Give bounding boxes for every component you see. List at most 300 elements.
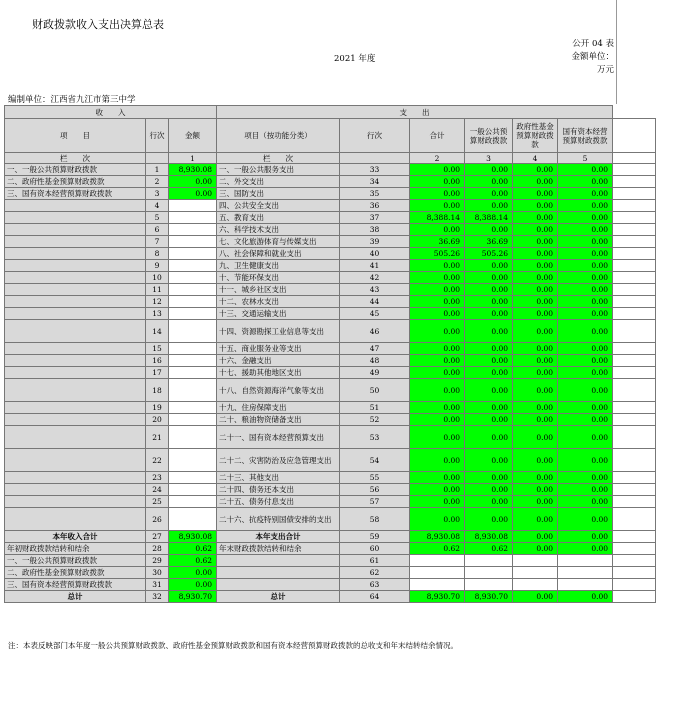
carry-ex-lineno: 61 xyxy=(340,555,410,567)
carry-amount: 0.00 xyxy=(169,579,217,591)
expense-soe: 0.00 xyxy=(558,260,613,272)
income-lineno: 15 xyxy=(146,343,169,355)
expense-lineno: 53 xyxy=(340,426,410,449)
expense-general: 0.00 xyxy=(465,272,513,284)
expense-total: 0.00 xyxy=(410,272,465,284)
expense-lineno: 42 xyxy=(340,272,410,284)
income-lineno: 19 xyxy=(146,402,169,414)
expense-item: 十八、自然资源海洋气象等支出 xyxy=(217,379,340,402)
income-item xyxy=(5,284,146,296)
expense-general: 0.00 xyxy=(465,367,513,379)
income-amount: 0.00 xyxy=(169,188,217,200)
table-row xyxy=(5,414,656,426)
page-title: 财政拨款收入支出决算总表 xyxy=(32,18,164,31)
expense-general: 0.00 xyxy=(465,449,513,472)
blank-cell xyxy=(613,414,656,426)
income-amount xyxy=(169,224,217,236)
income-amount xyxy=(169,296,217,308)
expense-general: 0.00 xyxy=(465,296,513,308)
expense-lineno: 33 xyxy=(340,164,410,176)
expense-soe: 0.00 xyxy=(558,367,613,379)
blank-cell xyxy=(558,567,613,579)
col-index-5: 5 xyxy=(558,153,613,164)
income-amount xyxy=(169,212,217,224)
income-amount xyxy=(169,343,217,355)
income-item xyxy=(5,367,146,379)
expense-lineno: 48 xyxy=(340,355,410,367)
income-item xyxy=(5,320,146,343)
income-lineno: 25 xyxy=(146,496,169,508)
expense-lineno: 47 xyxy=(340,343,410,355)
expense-total: 0.00 xyxy=(410,414,465,426)
expense-fund: 0.00 xyxy=(513,248,558,260)
expense-soe: 0.00 xyxy=(558,414,613,426)
income-amount xyxy=(169,379,217,402)
income-item xyxy=(5,472,146,484)
expense-soe: 0.00 xyxy=(558,296,613,308)
income-item xyxy=(5,200,146,212)
table-row xyxy=(5,555,656,567)
carry-lineno: 31 xyxy=(146,579,169,591)
table-row xyxy=(5,508,656,531)
expense-total: 8,388.14 xyxy=(410,212,465,224)
blank-cell xyxy=(613,248,656,260)
expense-total: 0.00 xyxy=(410,188,465,200)
expense-lineno: 51 xyxy=(340,402,410,414)
expense-general: 0.00 xyxy=(465,188,513,200)
lanci-label: 栏 次 xyxy=(5,153,146,164)
blank-cell xyxy=(465,555,513,567)
expense-lineno: 50 xyxy=(340,379,410,402)
blank-cell xyxy=(465,579,513,591)
grand-total-c4: 0.00 xyxy=(513,591,558,603)
income-item xyxy=(5,272,146,284)
income-item xyxy=(5,343,146,355)
expense-general: 0.00 xyxy=(465,320,513,343)
blank-cell xyxy=(613,224,656,236)
expense-item: 五、教育支出 xyxy=(217,212,340,224)
expense-lineno: 52 xyxy=(340,414,410,426)
expense-soe: 0.00 xyxy=(558,472,613,484)
expense-lineno: 55 xyxy=(340,472,410,484)
expense-general: 0.00 xyxy=(465,508,513,531)
total-income-no: 27 xyxy=(146,531,169,543)
form-code: 公开 04 表 xyxy=(572,39,614,49)
total-expense-no: 59 xyxy=(340,531,410,543)
expense-fund: 0.00 xyxy=(513,236,558,248)
table-row xyxy=(5,224,656,236)
income-item xyxy=(5,212,146,224)
expense-lineno: 41 xyxy=(340,260,410,272)
col-item: 项 目 xyxy=(5,119,146,153)
expense-general: 0.00 xyxy=(465,308,513,320)
expense-soe: 0.00 xyxy=(558,355,613,367)
total-expense-label: 本年支出合计 xyxy=(217,531,340,543)
blank-cell xyxy=(613,212,656,224)
expense-total: 36.69 xyxy=(410,236,465,248)
expense-item: 十四、资源勘探工业信息等支出 xyxy=(217,320,340,343)
expense-item: 二十五、债务付息支出 xyxy=(217,496,340,508)
expense-item: 一、一般公共服务支出 xyxy=(217,164,340,176)
expense-fund: 0.00 xyxy=(513,296,558,308)
expense-general: 0.00 xyxy=(465,176,513,188)
expense-soe: 0.00 xyxy=(558,449,613,472)
expense-item: 二十六、抗疫特别国债安排的支出 xyxy=(217,508,340,531)
expense-general: 0.00 xyxy=(465,284,513,296)
col-lineno: 行次 xyxy=(146,119,169,153)
blank-cell xyxy=(613,484,656,496)
expense-total: 0.00 xyxy=(410,484,465,496)
expense-total: 0.00 xyxy=(410,508,465,531)
expense-fund: 0.00 xyxy=(513,308,558,320)
table-row xyxy=(5,355,656,367)
income-lineno: 10 xyxy=(146,272,169,284)
expense-fund: 0.00 xyxy=(513,260,558,272)
expense-item: 四、公共安全支出 xyxy=(217,200,340,212)
expense-soe: 0.00 xyxy=(558,308,613,320)
grand-total-c5: 0.00 xyxy=(558,591,613,603)
expense-fund: 0.00 xyxy=(513,343,558,355)
blank-cell xyxy=(613,379,656,402)
expense-fund: 0.00 xyxy=(513,200,558,212)
table-row xyxy=(5,579,656,591)
expense-general: 0.00 xyxy=(465,414,513,426)
expense-fund: 0.00 xyxy=(513,379,558,402)
income-lineno: 14 xyxy=(146,320,169,343)
expense-fund: 0.00 xyxy=(513,402,558,414)
grand-total-label: 总计 xyxy=(5,591,146,603)
expense-fund: 0.00 xyxy=(513,426,558,449)
income-lineno: 12 xyxy=(146,296,169,308)
expense-total: 0.00 xyxy=(410,320,465,343)
income-amount xyxy=(169,402,217,414)
income-lineno: 17 xyxy=(146,367,169,379)
income-amount xyxy=(169,260,217,272)
expense-item: 十二、农林水支出 xyxy=(217,296,340,308)
grand-total-no: 32 xyxy=(146,591,169,603)
expense-item: 二十四、债务还本支出 xyxy=(217,484,340,496)
carry-ex-item xyxy=(217,555,340,567)
income-amount xyxy=(169,472,217,484)
expense-total: 0.00 xyxy=(410,367,465,379)
blank-cell xyxy=(613,343,656,355)
expense-lineno: 39 xyxy=(340,236,410,248)
expense-fund: 0.00 xyxy=(513,224,558,236)
income-amount xyxy=(169,236,217,248)
income-item xyxy=(5,484,146,496)
expense-general: 8,388.14 xyxy=(465,212,513,224)
income-lineno: 13 xyxy=(146,308,169,320)
expense-soe: 0.00 xyxy=(558,272,613,284)
table-row xyxy=(5,567,656,579)
org-name: 编制单位：江西省九江市第三中学 xyxy=(8,95,136,105)
blank-cell xyxy=(613,284,656,296)
income-lineno: 11 xyxy=(146,284,169,296)
income-item xyxy=(5,355,146,367)
blank-cell xyxy=(613,320,656,343)
expense-fund: 0.00 xyxy=(513,272,558,284)
income-item xyxy=(5,402,146,414)
blank-cell xyxy=(613,472,656,484)
income-item xyxy=(5,296,146,308)
carry-ex-lineno: 63 xyxy=(340,579,410,591)
expense-lineno: 35 xyxy=(340,188,410,200)
total-expense-c2: 8,930.08 xyxy=(410,531,465,543)
table-row xyxy=(5,367,656,379)
income-header: 收 入 xyxy=(5,106,217,119)
blank-cell xyxy=(613,188,656,200)
expense-soe: 0.00 xyxy=(558,200,613,212)
expense-fund: 0.00 xyxy=(513,188,558,200)
unit-label: 金额单位： xyxy=(571,52,614,62)
total-expense-c4: 0.00 xyxy=(513,531,558,543)
expense-item: 二十二、灾害防治及应急管理支出 xyxy=(217,449,340,472)
expense-fund: 0.00 xyxy=(513,414,558,426)
expense-general: 0.00 xyxy=(465,426,513,449)
expense-item: 六、科学技术支出 xyxy=(217,224,340,236)
expense-soe: 0.00 xyxy=(558,320,613,343)
expense-soe: 0.00 xyxy=(558,176,613,188)
income-lineno: 26 xyxy=(146,508,169,531)
expense-soe: 0.00 xyxy=(558,343,613,355)
income-item xyxy=(5,508,146,531)
income-amount xyxy=(169,200,217,212)
blank-cell xyxy=(613,355,656,367)
expense-lineno: 34 xyxy=(340,176,410,188)
expense-item: 十、节能环保支出 xyxy=(217,272,340,284)
income-amount: 8,930.08 xyxy=(169,164,217,176)
carry-amount: 0.62 xyxy=(169,543,217,555)
expense-item: 十九、住房保障支出 xyxy=(217,402,340,414)
table-row xyxy=(5,272,656,284)
table-row xyxy=(5,176,656,188)
expense-fund: 0.00 xyxy=(513,284,558,296)
expense-header: 支 出 xyxy=(217,106,613,119)
carry-lineno: 29 xyxy=(146,555,169,567)
table-row xyxy=(5,164,656,176)
blank-cell xyxy=(410,579,465,591)
carry-end-c2: 0.62 xyxy=(410,543,465,555)
income-item xyxy=(5,236,146,248)
income-lineno: 21 xyxy=(146,426,169,449)
blank-cell xyxy=(613,176,656,188)
blank-cell xyxy=(410,555,465,567)
expense-total: 0.00 xyxy=(410,308,465,320)
expense-general: 0.00 xyxy=(465,402,513,414)
expense-soe: 0.00 xyxy=(558,508,613,531)
table-row xyxy=(5,236,656,248)
expense-lineno: 57 xyxy=(340,496,410,508)
expense-soe: 0.00 xyxy=(558,484,613,496)
table-row xyxy=(5,472,656,484)
expense-total: 505.26 xyxy=(410,248,465,260)
col-fund: 政府性基金预算财政拨款 xyxy=(513,119,558,153)
expense-total: 0.00 xyxy=(410,260,465,272)
carry-end-label: 年末财政拨款结转和结余 xyxy=(217,543,340,555)
expense-fund: 0.00 xyxy=(513,176,558,188)
col-index-4: 4 xyxy=(513,153,558,164)
expense-general: 0.00 xyxy=(465,484,513,496)
expense-lineno: 38 xyxy=(340,224,410,236)
blank-cell xyxy=(613,272,656,284)
blank-cell xyxy=(558,555,613,567)
carry-amount: 0.00 xyxy=(169,567,217,579)
carry-amount: 0.62 xyxy=(169,555,217,567)
budget-table xyxy=(4,105,656,603)
expense-lineno: 56 xyxy=(340,484,410,496)
income-amount xyxy=(169,355,217,367)
expense-general: 0.00 xyxy=(465,355,513,367)
expense-total: 0.00 xyxy=(410,176,465,188)
income-lineno: 20 xyxy=(146,414,169,426)
total-income-label: 本年收入合计 xyxy=(5,531,146,543)
carry-item: 二、政府性基金预算财政拨款 xyxy=(5,567,146,579)
expense-lineno: 44 xyxy=(340,296,410,308)
report-year: 2021 年度 xyxy=(334,54,376,64)
expense-item: 二、外交支出 xyxy=(217,176,340,188)
table-row xyxy=(5,426,656,449)
expense-lineno: 46 xyxy=(340,320,410,343)
income-amount xyxy=(169,272,217,284)
income-item xyxy=(5,224,146,236)
blank-cell xyxy=(613,308,656,320)
income-lineno: 18 xyxy=(146,379,169,402)
expense-fund: 0.00 xyxy=(513,496,558,508)
income-item xyxy=(5,426,146,449)
expense-item: 三、国防支出 xyxy=(217,188,340,200)
expense-item: 十六、金融支出 xyxy=(217,355,340,367)
table-row xyxy=(5,188,656,200)
expense-total: 0.00 xyxy=(410,200,465,212)
expense-total: 0.00 xyxy=(410,296,465,308)
expense-lineno: 40 xyxy=(340,248,410,260)
expense-total: 0.00 xyxy=(410,164,465,176)
expense-general: 0.00 xyxy=(465,472,513,484)
carry-end-c4: 0.00 xyxy=(513,543,558,555)
income-amount xyxy=(169,414,217,426)
grand-total-ex-label: 总计 xyxy=(217,591,340,603)
income-lineno: 8 xyxy=(146,248,169,260)
carry-item: 三、国有资本经营预算财政拨款 xyxy=(5,579,146,591)
income-amount xyxy=(169,284,217,296)
carry-end-c3: 0.62 xyxy=(465,543,513,555)
expense-lineno: 49 xyxy=(340,367,410,379)
income-lineno: 3 xyxy=(146,188,169,200)
grand-total-ex-no: 64 xyxy=(340,591,410,603)
expense-total: 0.00 xyxy=(410,355,465,367)
income-item xyxy=(5,308,146,320)
blank-cell xyxy=(613,367,656,379)
expense-general: 0.00 xyxy=(465,260,513,272)
income-lineno: 16 xyxy=(146,355,169,367)
income-item: 一、一般公共预算财政拨款 xyxy=(5,164,146,176)
table-row xyxy=(5,379,656,402)
blank-cell xyxy=(410,567,465,579)
col-index-1: 1 xyxy=(169,153,217,164)
expense-general: 0.00 xyxy=(465,343,513,355)
expense-item: 十五、商业服务业等支出 xyxy=(217,343,340,355)
expense-soe: 0.00 xyxy=(558,496,613,508)
blank-cell xyxy=(558,579,613,591)
expense-total: 0.00 xyxy=(410,402,465,414)
blank-cell xyxy=(613,200,656,212)
carry-end-no: 60 xyxy=(340,543,410,555)
income-lineno: 4 xyxy=(146,200,169,212)
total-income-amount: 8,930.08 xyxy=(169,531,217,543)
table-row xyxy=(5,402,656,414)
expense-total: 0.00 xyxy=(410,224,465,236)
expense-fund: 0.00 xyxy=(513,164,558,176)
blank-cell xyxy=(613,426,656,449)
expense-total: 0.00 xyxy=(410,426,465,449)
expense-lineno: 58 xyxy=(340,508,410,531)
blank-cell xyxy=(613,296,656,308)
expense-fund: 0.00 xyxy=(513,484,558,496)
lanci-label-2: 栏 次 xyxy=(217,153,340,164)
income-lineno: 7 xyxy=(146,236,169,248)
expense-item: 二十、粮油物资储备支出 xyxy=(217,414,340,426)
expense-item: 十七、援助其他地区支出 xyxy=(217,367,340,379)
carry-label: 年初财政拨款结转和结余 xyxy=(5,543,146,555)
table-row xyxy=(5,343,656,355)
blank-cell xyxy=(613,236,656,248)
income-lineno: 5 xyxy=(146,212,169,224)
expense-general: 505.26 xyxy=(465,248,513,260)
carry-ex-lineno: 62 xyxy=(340,567,410,579)
table-row xyxy=(5,449,656,472)
table-row xyxy=(5,200,656,212)
blank-cell xyxy=(613,508,656,531)
expense-general: 0.00 xyxy=(465,200,513,212)
col-item-func: 项目（按功能分类） xyxy=(217,119,340,153)
col-total: 合计 xyxy=(410,119,465,153)
income-amount xyxy=(169,308,217,320)
carry-no: 28 xyxy=(146,543,169,555)
total-expense-c3: 8,930.08 xyxy=(465,531,513,543)
table-row xyxy=(5,484,656,496)
income-amount xyxy=(169,320,217,343)
expense-item: 十一、城乡社区支出 xyxy=(217,284,340,296)
expense-total: 0.00 xyxy=(410,472,465,484)
expense-general: 0.00 xyxy=(465,379,513,402)
blank-cell xyxy=(465,567,513,579)
expense-soe: 0.00 xyxy=(558,224,613,236)
col-amount: 金额 xyxy=(169,119,217,153)
grand-total-amount: 8,930.70 xyxy=(169,591,217,603)
table-row xyxy=(5,496,656,508)
expense-total: 0.00 xyxy=(410,449,465,472)
blank-cell xyxy=(613,402,656,414)
expense-soe: 0.00 xyxy=(558,188,613,200)
income-lineno: 22 xyxy=(146,449,169,472)
expense-soe: 0.00 xyxy=(558,164,613,176)
income-amount xyxy=(169,426,217,449)
expense-item: 七、文化旅游体育与传媒支出 xyxy=(217,236,340,248)
table-row xyxy=(5,296,656,308)
income-lineno: 23 xyxy=(146,472,169,484)
col-lineno2: 行次 xyxy=(340,119,410,153)
grand-total-c3: 8,930.70 xyxy=(465,591,513,603)
carry-ex-item xyxy=(217,579,340,591)
blank-cell xyxy=(613,260,656,272)
grand-total-c2: 8,930.70 xyxy=(410,591,465,603)
expense-fund: 0.00 xyxy=(513,508,558,531)
col-general: 一般公共预算财政拨款 xyxy=(465,119,513,153)
income-item xyxy=(5,260,146,272)
income-lineno: 2 xyxy=(146,176,169,188)
income-lineno: 1 xyxy=(146,164,169,176)
unit-value: 万元 xyxy=(596,65,614,75)
